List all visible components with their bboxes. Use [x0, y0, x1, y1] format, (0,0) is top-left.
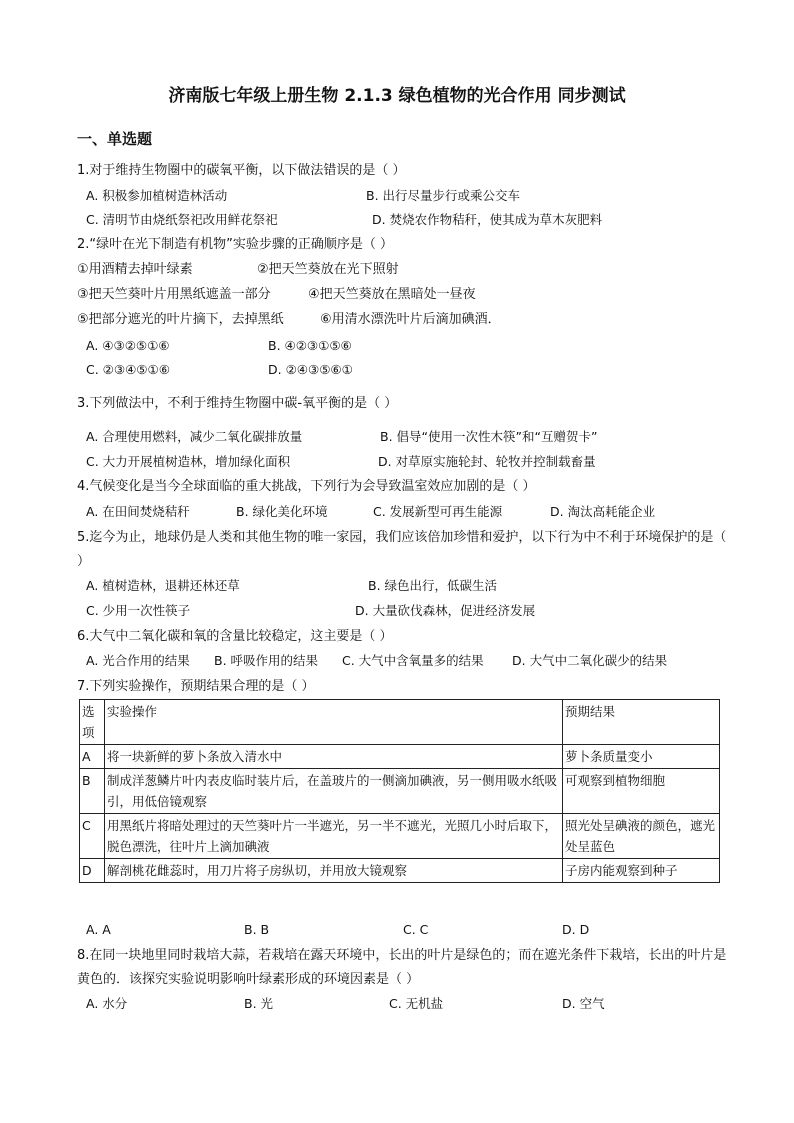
question-7-option-d[interactable]: D. D [562, 922, 590, 937]
question-2-option-a[interactable]: A. ④③②⑤①⑥ [86, 338, 170, 353]
table-row [80, 859, 720, 883]
question-1-stem: 1.对于维持生物圈中的碳氧平衡，以下做法错误的是（ ） [77, 163, 406, 178]
question-4-option-a[interactable]: A. 在田间焚烧秸秆 [86, 504, 190, 519]
question-1-option-c[interactable]: C. 清明节由烧纸祭祀改用鲜花祭祀 [86, 212, 278, 227]
question-3-stem: 3.下列做法中，不利于维持生物圈中碳-氧平衡的是（ ） [77, 396, 398, 411]
question-3-option-c[interactable]: C. 大力开展植树造林，增加绿化面积 [86, 454, 291, 469]
page-title: 济南版七年级上册生物 2.1.3 绿色植物的光合作用 同步测试 [168, 86, 626, 106]
table-cell-result: 子房内能观察到种子 [563, 859, 720, 883]
question-4-option-c[interactable]: C. 发展新型可再生能源 [373, 504, 503, 519]
question-3-option-a[interactable]: A. 合理使用燃料，减少二氧化碳排放量 [86, 429, 303, 444]
question-8-stem: 8.在同一块地里同时栽培大蒜，若栽培在露天环境中，长出的叶片是绿色的；而在遮光条件下栽培，长出的叶片是黄色的．该探究实验说明影响叶绿素形成的环境因素是（ ） [77, 948, 727, 987]
question-6-option-b[interactable]: B. 呼吸作用的结果 [214, 653, 319, 668]
question-6-option-c[interactable]: C. 大气中含氧量多的结果 [342, 653, 484, 668]
table-header-option: 选项 [80, 700, 105, 745]
question-2-option-c[interactable]: C. ②③④⑤①⑥ [86, 362, 170, 377]
question-5-stem: 5.迄今为止，地球仍是人类和其他生物的唯一家园，我们应该倍加珍惜和爱护，以下行为中不利于环境保护的是（ ） [77, 530, 727, 569]
table-cell-result: 萝卜条质量变小 [563, 745, 720, 769]
question-4-option-d[interactable]: D. 淘汰高耗能企业 [550, 504, 656, 519]
question-2-stem: 2.“绿叶在光下制造有机物”实验步骤的正确顺序是（ ） [77, 237, 394, 252]
question-2-option-b[interactable]: B. ④②③①⑤⑥ [268, 338, 352, 353]
table-cell-result: 照光处呈碘液的颜色，遮光处呈蓝色 [563, 814, 720, 859]
question-6-option-d[interactable]: D. 大气中二氧化碳少的结果 [512, 653, 668, 668]
table-cell-option: C [80, 814, 105, 859]
question-2-option-d[interactable]: D. ②④③⑤⑥① [268, 362, 353, 377]
table-cell-operation: 解剖桃花雌蕊时，用刀片将子房纵切，并用放大镜观察 [105, 859, 563, 883]
question-6-stem: 6.大气中二氧化碳和氧的含量比较稳定，这主要是（ ） [77, 629, 393, 644]
table-header-row [80, 700, 720, 745]
experiment-table [79, 699, 720, 883]
question-7-stem: 7.下列实验操作，预期结果合理的是（ ） [77, 679, 315, 694]
table-cell-option: D [80, 859, 105, 883]
question-7-option-b[interactable]: B. B [244, 922, 270, 937]
question-2-step-2: ②把天竺葵放在光下照射 [257, 262, 399, 277]
question-1-option-d[interactable]: D. 焚烧农作物秸秆，使其成为草木灰肥料 [372, 212, 603, 227]
question-2-step-1: ①用酒精去掉叶绿素 [77, 262, 193, 277]
question-3-option-d[interactable]: D. 对草原实施轮封、轮牧并控制载畜量 [378, 454, 596, 469]
question-8-option-a[interactable]: A. 水分 [86, 996, 128, 1011]
question-8-option-d[interactable]: D. 空气 [562, 996, 605, 1011]
question-7-option-c[interactable]: C. C [403, 922, 429, 937]
question-4-stem: 4.气候变化是当今全球面临的重大挑战，下列行为会导致温室效应加剧的是（ ） [77, 479, 536, 494]
table-header-operation: 实验操作 [105, 700, 563, 745]
table-cell-operation: 用黑纸片将暗处理过的天竺葵叶片一半遮光，另一半不遮光，光照几小时后取下，脱色漂洗，往叶片上滴加碘液 [105, 814, 563, 859]
question-1-option-b[interactable]: B. 出行尽量步行或乘公交车 [366, 188, 521, 203]
table-row [80, 769, 720, 814]
question-2-step-4: ④把天竺葵放在黑暗处一昼夜 [308, 287, 476, 302]
question-6-option-a[interactable]: A. 光合作用的结果 [86, 653, 190, 668]
section-heading: 一、单选题 [77, 130, 153, 148]
question-2-step-3: ③把天竺葵叶片用黑纸遮盖一部分 [77, 287, 271, 302]
table-row [80, 745, 720, 769]
table-cell-option: A [80, 745, 105, 769]
question-8-option-c[interactable]: C. 无机盐 [389, 996, 444, 1011]
table-cell-operation: 将一块新鲜的萝卜条放入清水中 [105, 745, 563, 769]
table-row [80, 814, 720, 859]
table-header-result: 预期结果 [563, 700, 720, 745]
question-2-step-5: ⑤把部分遮光的叶片摘下，去掉黑纸 [77, 312, 284, 327]
question-7-option-a[interactable]: A. A [86, 922, 111, 937]
question-8-option-b[interactable]: B. 光 [244, 996, 274, 1011]
question-5-option-c[interactable]: C. 少用一次性筷子 [86, 603, 191, 618]
question-5-option-d[interactable]: D. 大量砍伐森林，促进经济发展 [355, 603, 536, 618]
question-1-option-a[interactable]: A. 积极参加植树造林活动 [86, 188, 228, 203]
question-4-option-b[interactable]: B. 绿化美化环境 [236, 504, 328, 519]
question-2-step-6: ⑥用清水漂洗叶片后滴加碘酒． [320, 312, 501, 327]
question-3-option-b[interactable]: B. 倡导“使用一次性木筷”和“互赠贺卡” [380, 429, 598, 444]
table-cell-result: 可观察到植物细胞 [563, 769, 720, 814]
question-5-option-a[interactable]: A. 植树造林，退耕还林还草 [86, 578, 240, 593]
question-5-option-b[interactable]: B. 绿色出行，低碳生活 [368, 578, 498, 593]
table-cell-operation: 制成洋葱鳞片叶内表皮临时装片后，在盖玻片的一侧滴加碘液，另一侧用吸水纸吸引，用低倍镜观察 [105, 769, 563, 814]
table-cell-option: B [80, 769, 105, 814]
